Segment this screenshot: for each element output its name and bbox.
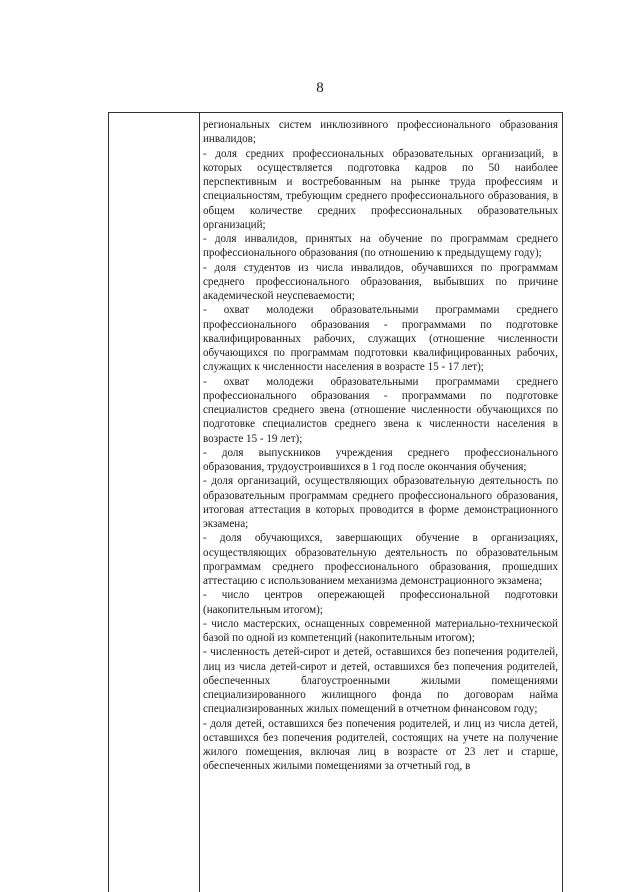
paragraph: - число мастерских, оснащенных современной материально-технической базой по одной из компетенций (накопительным итогом); <box>203 617 558 644</box>
paragraph: - доля инвалидов, принятых на обучение по программам среднего профессионального образования (по отношению к предыдущему году); <box>203 233 558 260</box>
paragraph: - доля средних профессиональных образовательных организаций, в которых осуществляется подготовка кадров по 50 наиболее перспективным и востребованным на рынке труда профессиям и специальностям, требующим среднего профессионального образования, в общем количестве средних профессиональных образовательных организаций; <box>203 147 558 231</box>
paragraph: - охват молодежи образовательными программами среднего профессионального образования - программами по подготовке квалифицированных рабочих, служащих (отношение численности обучающихся по программам подготовки квалифицированных рабочих, служащих к численности населения в возрасте 15 - 17 лет); <box>203 304 558 374</box>
paragraph: - доля студентов из числа инвалидов, обучавшихся по программам среднего профессионального образования, выбывших по причине академической неуспеваемости; <box>203 261 558 302</box>
paragraph: - доля обучающихся, завершающих обучение в организациях, осуществляющих образовательную деятельность по образовательным программам среднего профессионального образования, прошедших аттестацию с использованием механизма демонстрационного экзамена; <box>203 532 558 587</box>
paragraph: - доля детей, оставшихся без попечения родителей, и лиц из числа детей, оставшихся без попечения родителей, состоящих на учете на получение жилого помещения, включая лиц в возрасте от 23 лет и старше, обеспеченных жилыми помещениями за отчетный год, в <box>203 717 558 773</box>
paragraph: - охват молодежи образовательными программами среднего профессионального образования - программами по подготовке специалистов среднего звена (отношение численности обучающихся по подготовке специалистов среднего звена к численности населения в возрасте 15 - 19 лет); <box>203 375 558 445</box>
paragraph: - доля организаций, осуществляющих образовательную деятельность по образовательным программам среднего профессионального образования, итоговая аттестация в которых проводится в форме демонстрационного экзамена; <box>203 475 558 530</box>
indicator-cell <box>203 118 558 774</box>
column-divider <box>199 112 200 892</box>
paragraph: региональных систем инклюзивного профессионального образования инвалидов; <box>203 119 558 146</box>
paragraph: - доля выпускников учреждения среднего профессионального образования, трудоустроившихся в 1 год после окончания обучения; <box>203 446 558 473</box>
paragraph: - число центров опережающей профессиональной подготовки (накопительным итогом); <box>203 589 558 616</box>
paragraph: - численность детей-сирот и детей, оставшихся без попечения родителей, лиц из числа детей-сирот и детей, оставшихся без попечения родителей, обеспеченных благоустроенными жилыми помещениями специализированного жилищного фонда по договорам найма специализированных жилых помещений в отчетном финансовом году; <box>203 646 558 716</box>
page-number: 8 <box>316 80 324 96</box>
